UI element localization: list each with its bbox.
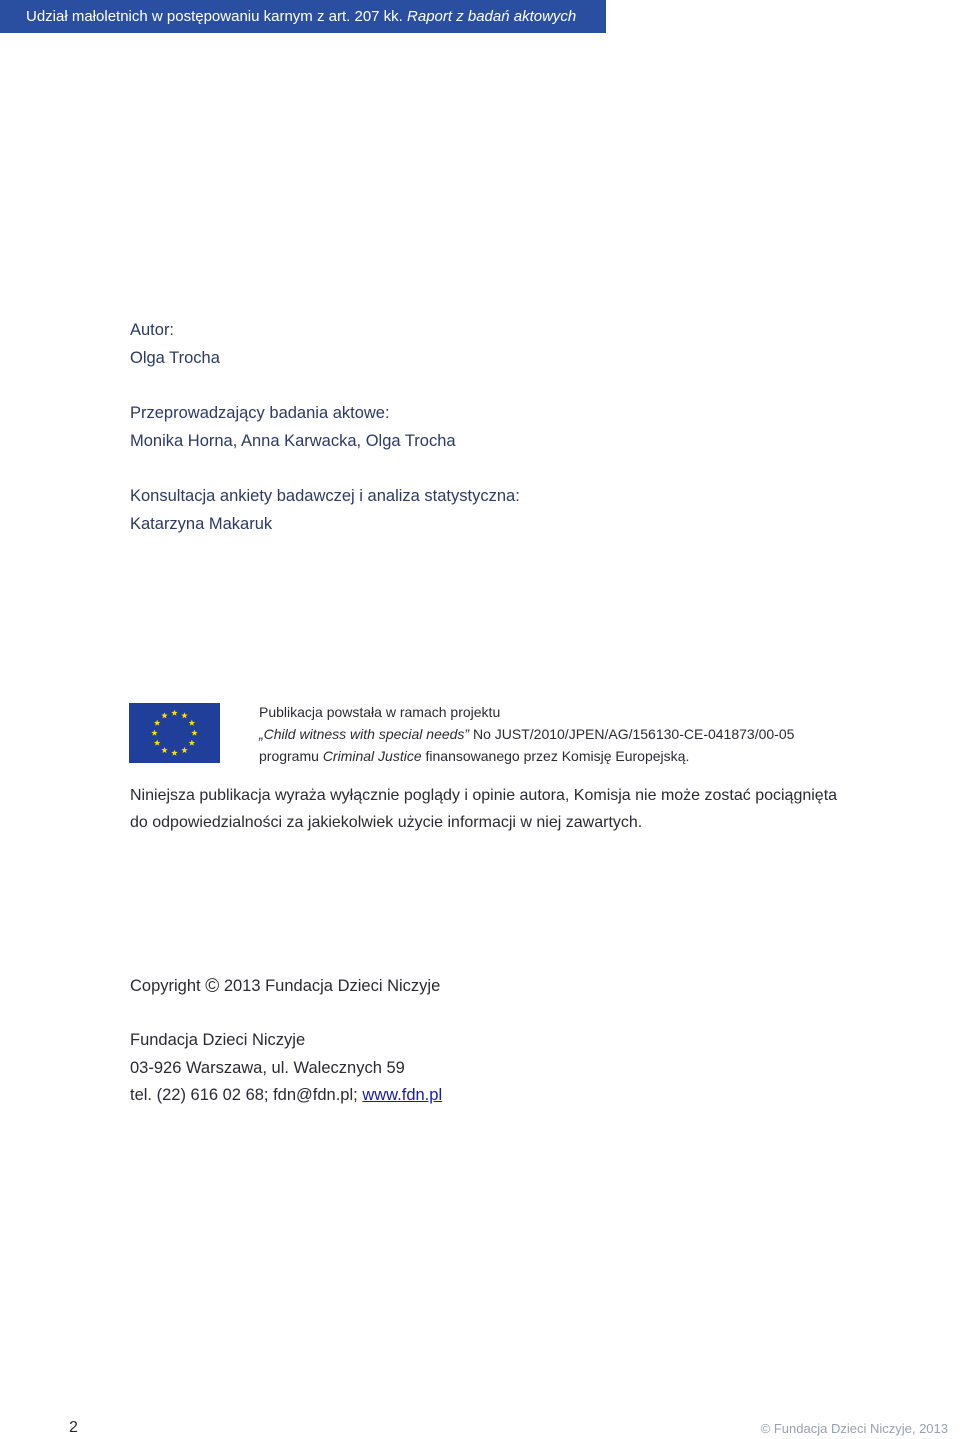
copyright-text: 2013 Fundacja Dzieci Niczyje (223, 977, 441, 995)
disclaimer-line: Niniejsza publikacja wyraża wyłącznie poglądy i opinie autora, Komisja nie może zostać pociągnięta (130, 787, 838, 804)
credit-researchers (130, 399, 520, 455)
credits (130, 316, 520, 565)
credit-names: Katarzyna Makaruk (130, 515, 273, 533)
header-band (0, 0, 606, 33)
credit-names: Monika Horna, Anna Karwacka, Olga Trocha (130, 432, 456, 450)
project-title: „Child witness with special needs” (259, 726, 470, 742)
eu-flag-icon (129, 703, 220, 763)
page-number: 2 (69, 1419, 78, 1436)
eu-notice-line (259, 745, 794, 767)
disclaimer-line: do odpowiedzialności za jakiekolwiek użycie informacji w niej zawartych. (130, 814, 643, 831)
programme-name: Criminal Justice (322, 748, 422, 764)
copyright-notice (130, 973, 440, 1000)
programme-prefix: programu (259, 748, 319, 764)
publisher-address (130, 1027, 442, 1110)
publisher-street: 03-926 Warszawa, ul. Walecznych 59 (130, 1058, 405, 1077)
credit-label: Autor: (130, 321, 175, 339)
eu-funding-notice (259, 701, 794, 767)
publisher-contact-line (130, 1082, 442, 1110)
header-subtitle: Raport z badań aktowych (407, 8, 577, 25)
website-link[interactable]: www.fdn.pl (362, 1086, 443, 1104)
programme-suffix: finansowanego przez Komisję Europejską. (425, 748, 690, 764)
copyright-prefix: Copyright (130, 977, 201, 995)
eu-notice-line: Publikacja powstała w ramach projektu (259, 704, 501, 720)
credit-label: Przeprowadzający badania aktowe: (130, 404, 390, 422)
eu-notice-line (259, 723, 794, 745)
publisher-contact: tel. (22) 616 02 68; fdn@fdn.pl; (130, 1086, 358, 1104)
credit-label: Konsultacja ankiety badawczej i analiza statystyczna: (130, 487, 520, 505)
credit-author (130, 316, 520, 372)
header-title: Udział małoletnich w postępowaniu karnym z art. 207 kk. (26, 8, 403, 25)
copyright-icon: © (205, 976, 220, 997)
publisher-name: Fundacja Dzieci Niczyje (130, 1031, 306, 1049)
disclaimer (130, 782, 890, 836)
credit-statistics (130, 482, 520, 538)
credit-names: Olga Trocha (130, 349, 220, 367)
footer-copyright: © Fundacja Dzieci Niczyje, 2013 (760, 1421, 948, 1436)
project-number: No JUST/2010/JPEN/AG/156130-CE-041873/00-05 (472, 726, 795, 742)
